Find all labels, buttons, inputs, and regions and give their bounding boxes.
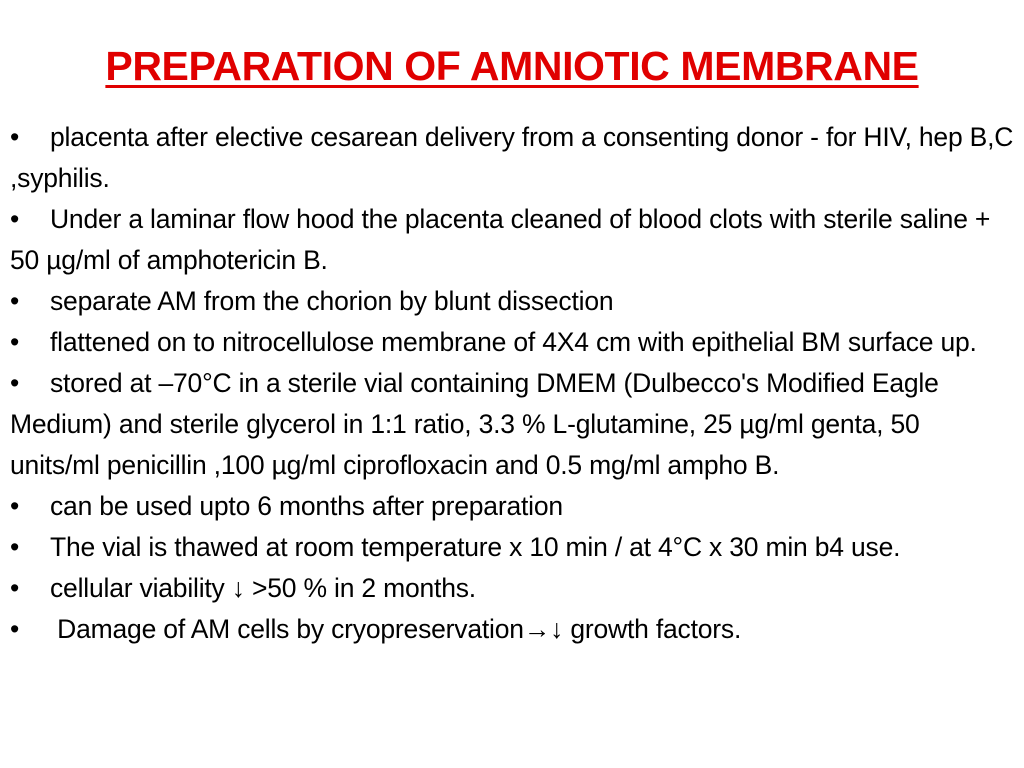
list-item (10, 281, 1014, 322)
bullet-text: separate AM from the chorion by blunt dissection (50, 286, 614, 316)
bullet-glyph: • (10, 368, 20, 398)
list-item (10, 322, 1014, 363)
bullet-list (10, 117, 1014, 650)
bullet-glyph: • (10, 204, 20, 234)
bullet-text: placenta after elective cesarean delivery from a consenting donor - for HIV, hep B,C ,syphilis. (10, 122, 1014, 193)
bullet-glyph: • (10, 573, 20, 603)
bullet-text: can be used upto 6 months after preparation (50, 491, 563, 521)
list-item (10, 609, 1014, 650)
bullet-text: cellular viability ↓ >50 % in 2 months. (50, 573, 476, 603)
bullet-glyph: • (10, 614, 20, 644)
list-item (10, 486, 1014, 527)
list-item (10, 199, 1014, 281)
bullet-glyph: • (10, 286, 20, 316)
bullet-text: Damage of AM cells by cryopreservation→↓ growth factors. (50, 614, 742, 644)
list-item (10, 527, 1014, 568)
list-item (10, 568, 1014, 609)
bullet-text: stored at –70°C in a sterile vial containing DMEM (Dulbecco's Modified Eagle Medium) and sterile glycerol in 1:1 ratio, 3.3 % L-glutamine, 25 µg/ml genta, 50 units/ml penicillin ,100 µg/ml ciprofloxacin and 0.5 mg/ml ampho B. (10, 368, 939, 480)
bullet-glyph: • (10, 491, 20, 521)
slide-title: PREPARATION OF AMNIOTIC MEMBRANE (105, 43, 919, 89)
list-item (10, 363, 1014, 486)
bullet-text: Under a laminar flow hood the placenta cleaned of blood clots with sterile saline + 50 µg/ml of amphotericin B. (10, 204, 991, 275)
bullet-text: The vial is thawed at room temperature x 10 min / at 4°C x 30 min b4 use. (50, 532, 901, 562)
bullet-glyph: • (10, 327, 20, 357)
bullet-glyph: • (10, 532, 20, 562)
bullet-glyph: • (10, 122, 20, 152)
list-item (10, 117, 1014, 199)
bullet-text: flattened on to nitrocellulose membrane of 4X4 cm with epithelial BM surface up. (50, 327, 977, 357)
